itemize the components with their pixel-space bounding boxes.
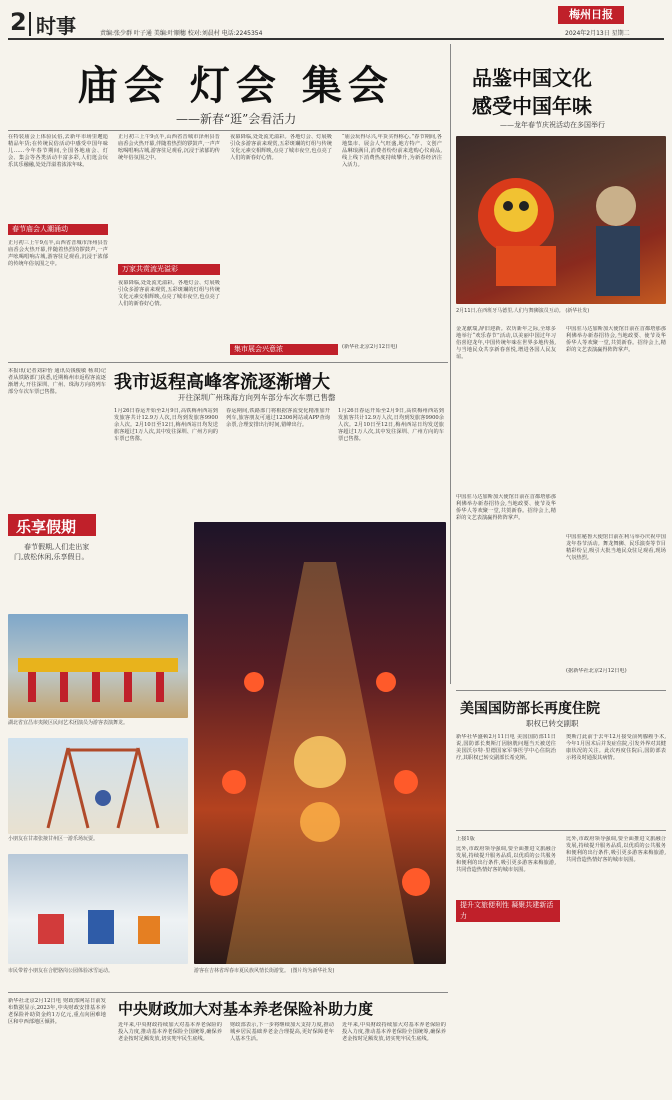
leisure-feature [8,514,448,990]
culture-credit: (据新华社北京2月12日电) [566,668,627,674]
lead-credit: (新华社北京2月12日电) [342,344,398,350]
lion-dance-photo [456,136,666,304]
culture-paragraph: 金龙献瑞,辞旧迎新。农历新年之际,全球多地举行“欢乐春节”活动,以美丽中国过年习俗喜迎龙年,中国传统年味在世界多地传扬,与当地民众共享新春喜悦,增进各国人民友谊。 [456,326,556,360]
defense-paragraph: 新华社华盛顿2月11日电 美国国防部11日说,国防部长奥斯汀因膀胱问题当天被送往美国沃尔特·里德国家军事医学中心住院治疗,其职权已转交副部长希克斯。 [456,734,556,761]
lead-paragraph: “庙会玩得尽兴,年货买得称心。”春节期间,各地集市、展会人气旺盛,地方特产、文创产品琳琅满目,消费者纷纷前来选购心仪商品,线上线下消费热度持续攀升,为新春经济注入活力。 [342,134,442,168]
playground-illustration [8,738,188,834]
pension-headline: 中央财政加大对基本养老保险补助力度 [118,1000,374,1018]
culture-paragraph: 中国驻马达加斯加大使馆日前在首都塔那那利佛举办新春招待会,当地政要、使节及华侨华人等欢聚一堂,共贺新春。招待会上,精彩的文艺表演赢得阵阵掌声。 [566,326,666,353]
defense-fragment-subhead: 提升文旅便利性 凝聚共建新活力 [456,900,560,922]
defense-rule-bottom [456,830,666,831]
defense-story [456,690,666,990]
lead-paragraph: 正月初三上午9点半,山西省晋城市泽州县晋庙香会火热开幕,伴随着热烈的锣鼓声,一声声吆喝唱响古城,游客驻足观看,沉浸于浓郁的传统年俗氛围之中。 [8,240,108,267]
lead-rule [8,130,440,131]
lead-story [8,44,446,364]
rail-paragraph: 1月26日春运开始至2月9日,高铁梅州西站到发旅客共计12.9万人次,日均到发旅客9900余人次。2月10日至12日,梅州西站日均发送旅客超过1万人次,其中发往深圳、广州方向的车票已售罄。 [114,408,218,442]
rail-paragraph: 1月26日春运开始至2月9日,高铁梅州西站到发旅客共计12.9万人次,日均到发旅客9900余人次。2月10日至12日,梅州西站日均发送旅客超过1万人次,其中发往深圳、广州方向的车票已售罄。 [338,408,444,442]
lead-subhead-markets: 集市展会兴意浓 [230,344,338,355]
dragon-dance-photo [8,614,188,718]
lantern-street-photo [194,522,446,964]
culture-headline-line1: 品鉴中国文化 [472,66,592,90]
issue-date: 2024年2月13日 星期二 [565,30,630,37]
lead-paragraph: 夜幕降临,处处流光溢彩。各地灯会、灯展吸引众多游客前来观赏,五彩斑斓的灯组与传统文化元素交相辉映,点亮了城市夜空,也点亮了人们的新春好心情。 [118,280,220,307]
leisure-title: 乐享假期 [16,518,77,536]
rail-paragraph: 春运期间,铁路部门将根据客流变化精准加开列车,旅客朋友可通过12306网站或APP查询余票,合理安排出行时间,错峰出行。 [226,408,330,428]
defense-deck: 职权已转交副职 [526,719,579,728]
lead-subhead-temple-fair: 春节庙会人潮涌动 [8,224,108,235]
pension-story [8,994,448,1098]
rail-deck: 开往深圳广州珠海方向列车部分车次车票已售罄 [178,393,336,402]
snow-park-illustration [8,854,188,964]
culture-headline-line2: 感受中国年味 [472,94,592,118]
leisure-subtitle-1: 春节假期,人们走出家 [24,543,90,551]
newspaper-logo [558,6,624,24]
snow-park-caption: 市民带着小朋友在合肥骆岗公园体验冰雪运动。 [8,968,114,974]
rail-story [8,364,448,514]
pension-paragraph: 近年来,中央财政持续加大对基本养老保险的投入力度,推动基本养老保险全国统筹,确保养老金按时足额发放,切实兜牢民生底线。 [118,1022,222,1042]
lion-dance-caption: 2月11日,在西班牙马德里,人们与舞狮演员互动。 (新华社发) [456,308,590,314]
logo-text: 梅州日报 [569,8,613,21]
culture-paragraph: 中国驻秘鲁大使馆日前在利马举办庆祝中国龙年春节活动。舞龙舞狮、民乐演奏等节目精彩纷呈,吸引大批当地民众驻足观看,现场气氛热烈。 [566,534,666,561]
lead-subhead-lanterns: 万家共赏流光溢彩 [118,264,220,275]
defense-paragraph: 奥斯汀此前于去年12月接受前列腺癌手术,今年1月因术后并发症住院,引发外界对其健康状况的关注。此次再度住院后,国防部表示将及时通报其病情。 [566,734,666,761]
lion-dance-illustration [456,136,666,304]
dragon-dance-illustration [8,614,188,718]
rail-headline: 我市返程高峰客流逐渐增大 [114,372,330,393]
lead-paragraph: 在特装庙会上体验民俗,去新年市场里邂逅精品年货;在传统民俗活动中感受中国年味儿……今年春节期间,全国各地庙会、灯会、集会等各类活动丰富多彩,人们逛会玩乐其乐融融,处处洋溢着浓浓年味。 [8,134,108,168]
lead-subtitle: ——新春“逛”会看活力 [176,112,297,126]
lantern-street-illustration [194,522,446,964]
culture-paragraph: 中国驻马达加斯加大使馆日前在首都塔那那利佛举办新春招待会,当地政要、使节及华侨华人等欢聚一堂,共贺新春。招待会上,精彩的文艺表演赢得阵阵掌声。 [456,494,556,521]
culture-subtitle: ——龙年春节庆祝活动在多国举行 [500,121,605,129]
culture-story [456,44,666,688]
pension-paragraph: 财政部表示,下一步将继续加大支持力度,推动城乡居民基础养老金合理提高,更好保障老年人基本生活。 [230,1022,334,1042]
rail-paragraph: 本报讯(记者刘彩怡 通讯员钱俊敏 杨双)记者从铁路部门获悉,近期梅州市返程客流逐渐增大,开往深圳、广州、珠海方向的列车部分车次车票已售罄。 [8,368,106,395]
section-divider [29,12,31,36]
header-rule [8,38,664,40]
snow-park-photo [8,854,188,964]
bottom-rule [8,992,448,993]
section-title: 时事 [36,14,76,38]
lead-paragraph: 正月初三上午9点半,山西省晋城市泽州县晋庙香会火热开幕,伴随着热烈的锣鼓声,一声声吆喝唱响古城,游客驻足观看,沉浸于浓郁的传统年俗氛围之中。 [118,134,220,161]
defense-fragment-label: 上接1版 [456,836,475,842]
column-divider [450,44,451,684]
editor-credits: 责编:张少群 叶子通 美编:叶顺穗 校对:刘晨村 电话:2245354 [100,30,263,37]
pension-paragraph: 新华社北京2月12日电 财政部网站日前发布数据显示,2023年,中央财政安排基本养老保险补助资金约1万亿元,重点向困难地区和中西部地区倾斜。 [8,998,106,1025]
lead-paragraph: 夜幕降临,处处流光溢彩。各地灯会、灯展吸引众多游客前来观赏,五彩斑斓的灯组与传统文化元素交相辉映,点亮了城市夜空,也点亮了人们的新春好心情。 [230,134,332,161]
defense-headline: 美国国防部长再度住院 [460,701,600,717]
page-number: 2 [10,8,27,36]
defense-rule [456,690,666,691]
defense-fragment-paragraph: 比外,市政府领导强调,要全面推进文旅融合发展,持续提升服务品质,以优质的公共服务和便利的出行条件,吸引更多游客来梅旅游,共同营造热情好客的城市氛围。 [456,846,556,873]
page-header [0,0,672,44]
lantern-street-caption: 游客在吉林省珲春市夏民族风情长街游览。 (图片均为新华社发) [194,968,335,974]
horizontal-rule [8,362,448,363]
leisure-subtitle-2: 门,放松休闲,乐享假日。 [14,553,89,561]
defense-fragment-paragraph: 比外,市政府领导强调,要全面推进文旅融合发展,持续提升服务品质,以优质的公共服务和便利的出行条件,吸引更多游客来梅旅游,共同营造热情好客的城市氛围。 [566,836,666,863]
pension-paragraph: 近年来,中央财政持续加大对基本养老保险的投入力度,推动基本养老保险全国统筹,确保养老金按时足额发放,切实兜牢民生底线。 [342,1022,446,1042]
dragon-dance-caption: 湖北省宜昌市夷陵区民间艺术团演员为游客表演舞龙。 [8,720,129,726]
playground-photo [8,738,188,834]
leisure-title-box [8,514,96,536]
playground-caption: 小朋友在甘肃张掖甘州区一游乐场玩耍。 [8,836,99,842]
lead-headline: 庙会 灯会 集会 [78,62,394,109]
